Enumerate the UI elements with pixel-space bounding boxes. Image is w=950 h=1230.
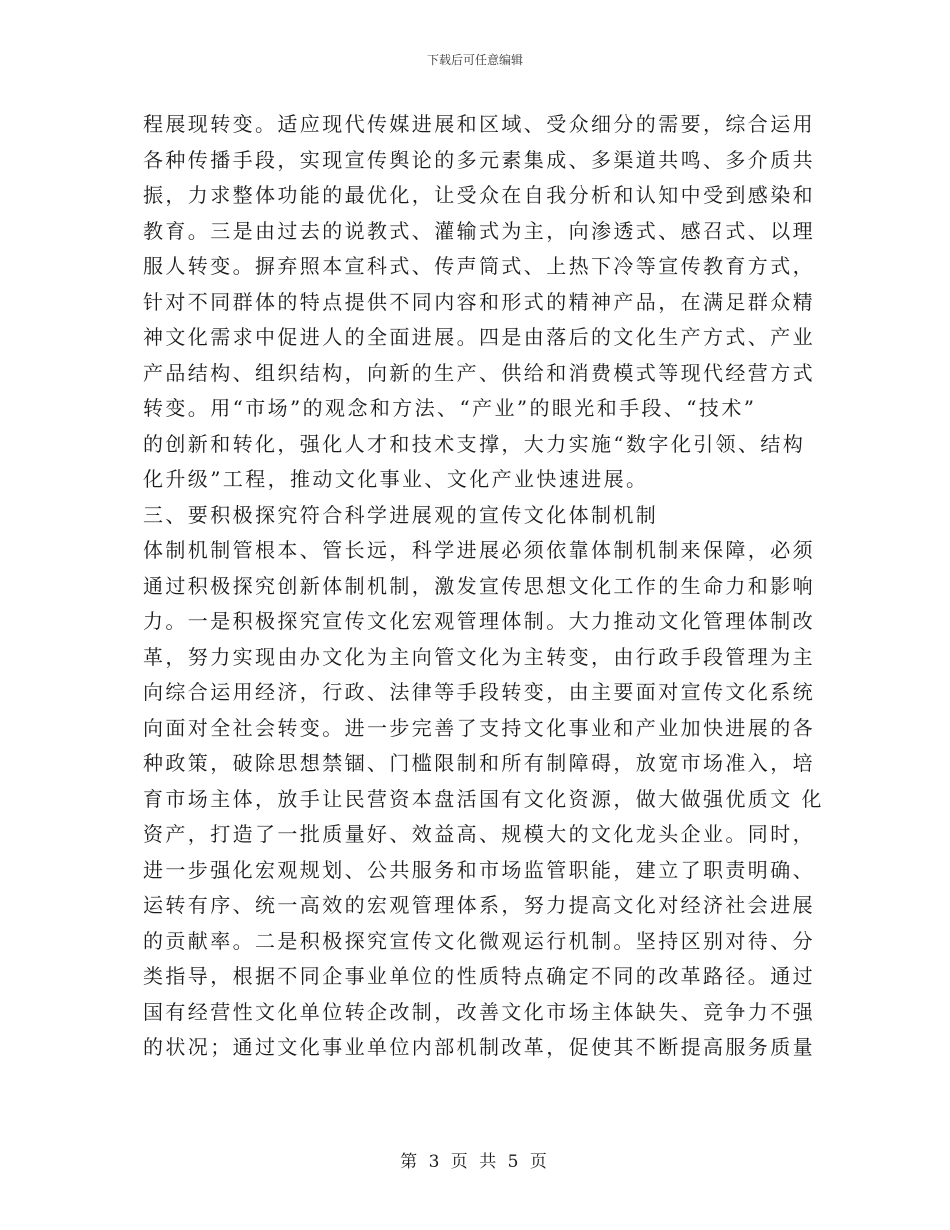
text-line: 的创新和转化，强化人才和技术支撑，大力实施“数字化引领、结构	[143, 431, 806, 456]
text-line: 各种传播手段，实现宣传舆论的多元素集成、多渠道共鸣、多介质共	[143, 147, 815, 172]
text-line: 革，努力实现由办文化为主向管文化为主转变，由行政手段管理为主	[143, 644, 815, 669]
text-line: 程展现转变。适应现代传媒进展和区域、受众细分的需要，综合运用	[143, 112, 815, 136]
document-body	[143, 107, 823, 1066]
text-line: 运转有序、统一高效的宏观管理体系，努力提高文化对经济社会进展	[143, 893, 815, 917]
text-line: 转变。用“市场”的观念和方法、“产业”的眼光和手段、“技术”	[143, 396, 757, 420]
text-line: 国有经营性文化单位转企改制，改善文化市场主体缺失、竞争力不强	[143, 999, 815, 1024]
text-line: 力。一是积极探究宣传文化宏观管理体制。大力推动文化管理体制改	[143, 609, 815, 633]
text-line: 产品结构、组织结构，向新的生产、供给和消费模式等现代经营方式	[143, 360, 815, 385]
text-line: 神文化需求中促进人的全面进展。四是由落后的文化生产方式、产业	[143, 325, 815, 349]
section-heading: 三、要积极探究符合科学进展观的宣传文化体制机制	[143, 502, 659, 527]
page-header: 下载后可任意编辑	[426, 53, 523, 67]
text-line: 类指导，根据不同企事业单位的性质特点确定不同的改革路径。通过	[143, 964, 815, 988]
text-line: 通过积极探究创新体制机制，激发宣传思想文化工作的生命力和影响	[143, 573, 815, 598]
text-line: 向面对全社会转变。进一步完善了支持文化事业和产业加快进展的各	[143, 715, 815, 740]
text-line: 体制机制管根本、管长远，科学进展必须依靠体制机制来保障，必须	[143, 538, 815, 562]
text-line: 的贡献率。二是积极探究宣传文化微观运行机制。坚持区别对待、分	[143, 928, 815, 953]
text-line: 资产，打造了一批质量好、效益高、规模大的文化龙头企业。同时，	[143, 822, 815, 846]
text-line: 的状况；通过文化事业单位内部机制改革，促使其不断提高服务质量	[143, 1035, 815, 1059]
text-line: 进一步强化宏观规划、公共服务和市场监管职能，建立了职责明确、	[143, 857, 815, 882]
text-line: 服人转变。摒弃照本宣科式、传声筒式、上热下冷等宣传教育方式，	[143, 254, 815, 278]
text-line: 向综合运用经济，行政、法律等手段转变，由主要面对宣传文化系统	[143, 680, 815, 704]
text-line: 针对不同群体的特点提供不同内容和形式的精神产品，在满足群众精	[143, 289, 815, 314]
text-line: 种政策，破除思想禁锢、门槛限制和所有制障碍，放宽市场准入，培	[143, 751, 815, 775]
text-line: 振，力求整体功能的最优化，让受众在自我分析和认知中受到感染和	[143, 183, 815, 207]
page-number-footer: 第 3 页 共 5 页	[400, 1152, 550, 1172]
text-line: 化升级”工程，推动文化事业、文化产业快速进展。	[143, 467, 649, 491]
text-line: 育市场主体，放手让民营资本盘活国有文化资源，做大做强优质文 化	[143, 786, 824, 811]
text-line: 教育。三是由过去的说教式、灌输式为主，向渗透式、感召式、以理	[143, 218, 815, 243]
